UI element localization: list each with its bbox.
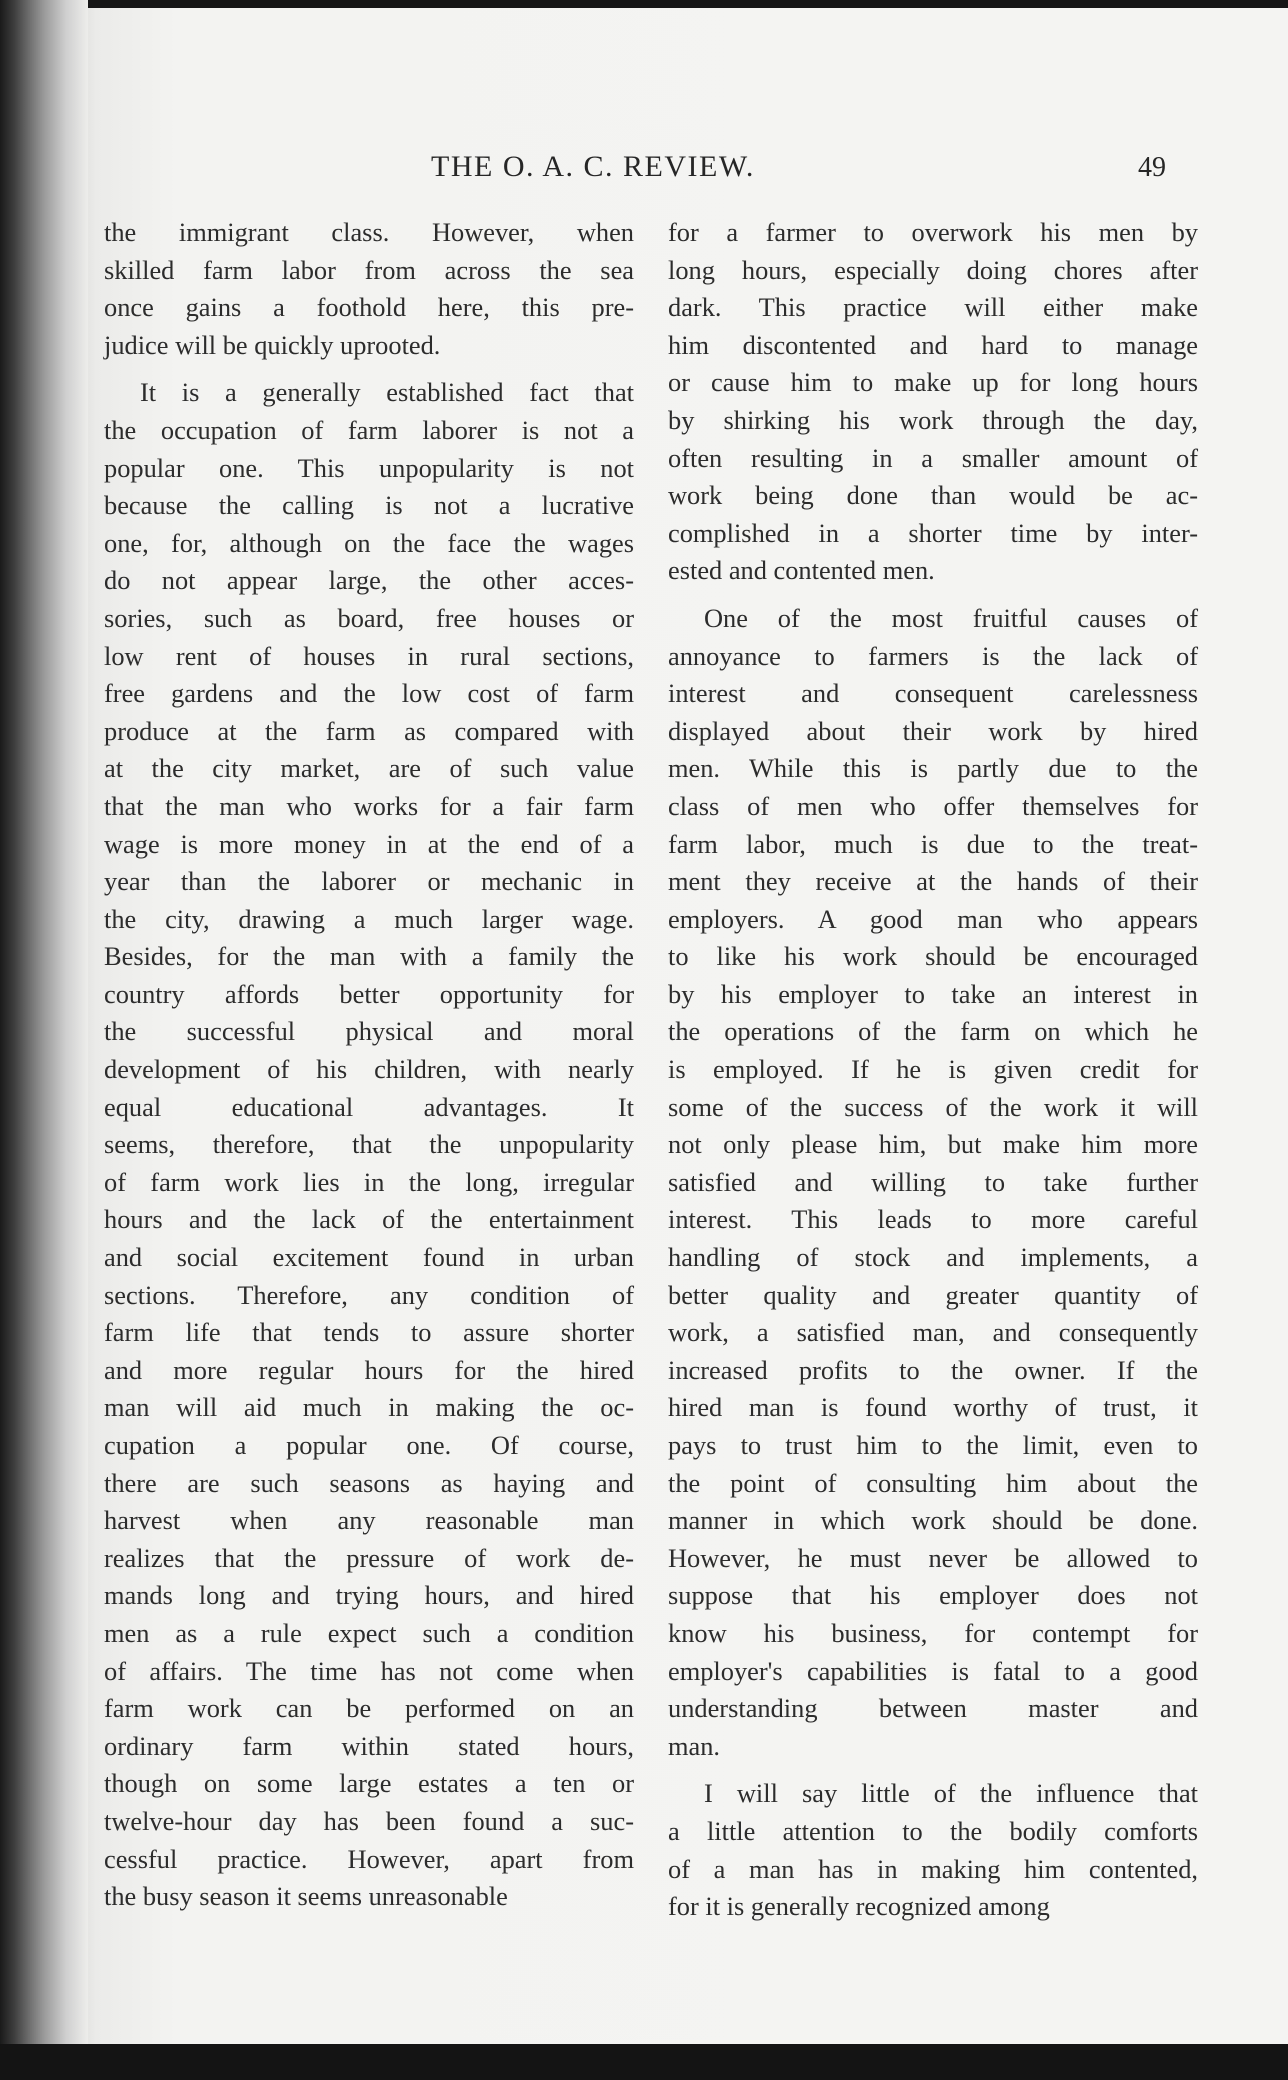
text-line: the busy season it seems unreasonable (104, 1881, 508, 1912)
text-line: men. While this is partly due to the (668, 753, 1198, 784)
text-line: at the city market, are of such value (104, 753, 634, 784)
paragraph (104, 214, 634, 364)
text-line: ordinary farm within stated hours, (104, 1730, 634, 1761)
text-line: the occupation of farm laborer is not a (104, 414, 634, 445)
scan-bottom-edge (0, 2044, 1288, 2080)
text-line: that the man who works for a fair farm (104, 790, 634, 821)
text-line: judice will be quickly uprooted. (104, 329, 441, 360)
text-line: employer's capabilities is fatal to a good (668, 1655, 1198, 1686)
paragraph (668, 600, 1198, 1765)
text-line: long hours, especially doing chores after (668, 254, 1198, 285)
text-line: farm life that tends to assure shorter (104, 1317, 634, 1348)
text-line: farm labor, much is due to the treat- (668, 828, 1198, 859)
text-line: However, he must never be allowed to (668, 1542, 1198, 1573)
text-line: wage is more money in at the end of a (104, 828, 634, 859)
text-line: the successful physical and moral (104, 1016, 634, 1047)
text-line: annoyance to farmers is the lack of (668, 640, 1198, 671)
paragraph (668, 214, 1198, 590)
left-text-column (104, 214, 634, 1916)
text-line: though on some large estates a ten or (104, 1768, 634, 1799)
text-line: dark. This practice will either make (668, 292, 1198, 323)
text-line: employers. A good man who appears (668, 903, 1198, 934)
text-line: popular one. This unpopularity is not (104, 452, 634, 483)
paragraph-gap (668, 1765, 1198, 1775)
text-line: I will say little of the influence that (704, 1778, 1198, 1809)
text-line: the city, drawing a much larger wage. (104, 903, 634, 934)
text-line: suppose that his employer does not (668, 1580, 1198, 1611)
text-line: understanding between master and (668, 1693, 1198, 1724)
text-line: hired man is found worthy of trust, it (668, 1392, 1198, 1423)
text-line: often resulting in a smaller amount of (668, 442, 1198, 473)
text-line: satisfied and willing to take further (668, 1166, 1198, 1197)
text-line: seems, therefore, that the unpopularity (104, 1129, 634, 1160)
text-line: Besides, for the man with a family the (104, 941, 634, 972)
text-line: displayed about their work by hired (668, 715, 1198, 746)
text-line: of affairs. The time has not come when (104, 1655, 634, 1686)
paragraph-gap (104, 364, 634, 374)
text-line: complished in a shorter time by inter- (668, 517, 1198, 548)
text-line: class of men who offer themselves for (668, 790, 1198, 821)
text-line: sections. Therefore, any condition of (104, 1279, 634, 1310)
text-line: realizes that the pressure of work de- (104, 1542, 634, 1573)
text-line: is employed. If he is given credit for (668, 1054, 1198, 1085)
text-line: farm work can be performed on an (104, 1693, 634, 1724)
text-line: interest and consequent carelessness (668, 678, 1198, 709)
text-line: do not appear large, the other acces- (104, 565, 634, 596)
text-line: to like his work should be encouraged (668, 941, 1198, 972)
text-line: man will aid much in making the oc- (104, 1392, 634, 1423)
text-line: know his business, for contempt for (668, 1617, 1198, 1648)
text-line: the operations of the farm on which he (668, 1016, 1198, 1047)
text-line: work being done than would be ac- (668, 480, 1198, 511)
text-line: some of the success of the work it will (668, 1091, 1198, 1122)
text-line: skilled farm labor from across the sea (104, 254, 634, 285)
text-line: mands long and trying hours, and hired (104, 1580, 634, 1611)
text-line: sories, such as board, free houses or (104, 602, 634, 633)
text-line: by his employer to take an interest in (668, 978, 1198, 1009)
text-line: or cause him to make up for long hours (668, 367, 1198, 398)
text-line: produce at the farm as compared with (104, 715, 634, 746)
text-line: hours and the lack of the entertainment (104, 1204, 634, 1235)
right-text-column (668, 214, 1198, 1926)
text-line: equal educational advantages. It (104, 1091, 634, 1122)
text-line: year than the laborer or mechanic in (104, 866, 634, 897)
text-line: twelve-hour day has been found a suc- (104, 1805, 634, 1836)
text-line: because the calling is not a lucrative (104, 490, 634, 521)
text-line: country affords better opportunity for (104, 978, 634, 1009)
text-line: interest. This leads to more careful (668, 1204, 1198, 1235)
text-line: and social excitement found in urban (104, 1242, 634, 1273)
text-line: pays to trust him to the limit, even to (668, 1430, 1198, 1460)
text-line: for a farmer to overwork his men by (668, 217, 1198, 247)
text-line: not only please him, but make him more (668, 1129, 1198, 1160)
paragraph-gap (668, 590, 1198, 600)
text-line: for it is generally recognized among (668, 1891, 1050, 1922)
text-line: one, for, although on the face the wages (104, 527, 634, 558)
text-line: cupation a popular one. Of course, (104, 1430, 634, 1460)
text-line: low rent of houses in rural sections, (104, 640, 634, 671)
text-line: of farm work lies in the long, irregular (104, 1166, 634, 1197)
page-number: 49 (1138, 152, 1166, 183)
text-line: One of the most fruitful causes of (704, 602, 1198, 633)
text-line: once gains a foothold here, this pre- (104, 292, 634, 323)
text-line: of a man has in making him contented, (668, 1853, 1198, 1884)
text-line: the immigrant class. However, when (104, 217, 634, 247)
text-line: man. (668, 1730, 721, 1761)
text-line: work, a satisfied man, and consequently (668, 1317, 1198, 1348)
paragraph (104, 374, 634, 1915)
text-line: better quality and greater quantity of (668, 1279, 1198, 1310)
paragraph (668, 1775, 1198, 1925)
text-line: It is a generally established fact that (140, 377, 634, 408)
text-line: manner in which work should be done. (668, 1505, 1198, 1536)
text-line: the point of consulting him about the (668, 1467, 1198, 1498)
text-line: him discontented and hard to manage (668, 329, 1198, 360)
text-line: by shirking his work through the day, (668, 404, 1198, 435)
running-head-title: THE O. A. C. REVIEW. (431, 150, 755, 183)
text-line: and more regular hours for the hired (104, 1354, 634, 1385)
text-line: ested and contented men. (668, 555, 935, 586)
text-line: harvest when any reasonable man (104, 1505, 634, 1536)
text-line: free gardens and the low cost of farm (104, 678, 634, 709)
text-line: development of his children, with nearly (104, 1054, 634, 1085)
binding-shadow (0, 0, 88, 2080)
text-line: a little attention to the bodily comforts (668, 1815, 1198, 1846)
text-line: men as a rule expect such a condition (104, 1617, 634, 1648)
text-line: handling of stock and implements, a (668, 1242, 1198, 1273)
text-line: cessful practice. However, apart from (104, 1843, 634, 1874)
text-line: ment they receive at the hands of their (668, 866, 1198, 897)
text-line: increased profits to the owner. If the (668, 1354, 1198, 1385)
text-line: there are such seasons as haying and (104, 1467, 634, 1498)
